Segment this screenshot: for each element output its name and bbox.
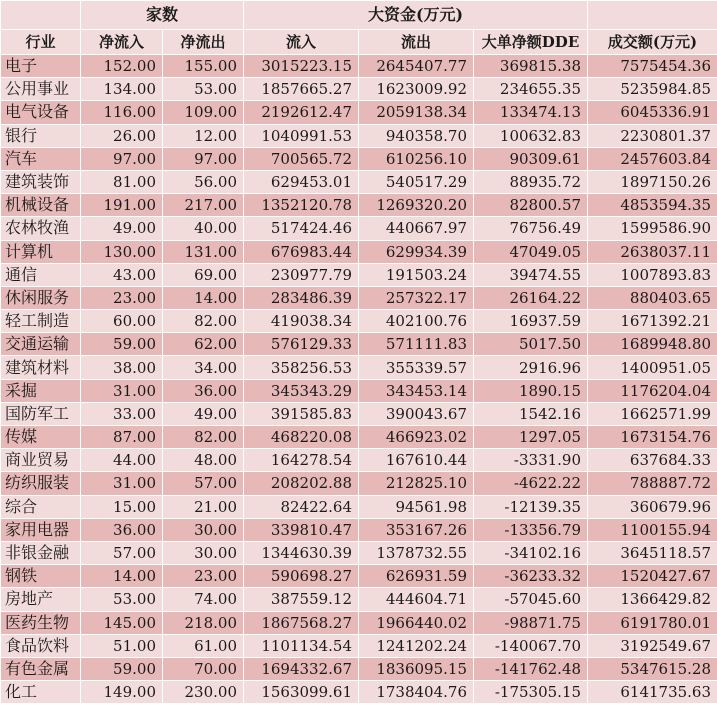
dde-cell: 100632.83 [474, 124, 588, 147]
outflow-cell: 1241202.24 [359, 634, 474, 657]
industry-cell: 纺织服装 [1, 472, 81, 495]
outflow-cell: 94561.98 [359, 495, 474, 518]
header-group-counts: 家数 [81, 1, 244, 30]
inflow-cell: 339810.47 [244, 518, 359, 541]
turnover-cell: 6045336.91 [588, 101, 717, 124]
net-in-cell: 53.00 [81, 588, 163, 611]
net-in-cell: 149.00 [81, 681, 163, 704]
col-header-industry: 行业 [1, 30, 81, 55]
turnover-cell: 1897150.26 [588, 170, 717, 193]
col-header-net-in: 净流入 [81, 30, 163, 55]
net-in-cell: 31.00 [81, 379, 163, 402]
net-in-cell: 134.00 [81, 78, 163, 101]
net-out-cell: 57.00 [163, 472, 244, 495]
inflow-cell: 2192612.47 [244, 101, 359, 124]
net-out-cell: 82.00 [163, 310, 244, 333]
net-out-cell: 14.00 [163, 286, 244, 309]
net-out-cell: 49.00 [163, 402, 244, 425]
outflow-cell: 940358.70 [359, 124, 474, 147]
industry-cell: 农林牧渔 [1, 217, 81, 240]
table-row [1, 541, 717, 564]
outflow-cell: 466923.02 [359, 426, 474, 449]
outflow-cell: 343453.14 [359, 379, 474, 402]
turnover-cell: 360679.96 [588, 495, 717, 518]
net-in-cell: 14.00 [81, 565, 163, 588]
industry-cell: 传媒 [1, 426, 81, 449]
turnover-cell: 5235984.85 [588, 78, 717, 101]
table-row [1, 611, 717, 634]
net-in-cell: 97.00 [81, 147, 163, 170]
net-in-cell: 38.00 [81, 356, 163, 379]
net-in-cell: 145.00 [81, 611, 163, 634]
outflow-cell: 440667.97 [359, 217, 474, 240]
table-row [1, 426, 717, 449]
industry-cell: 非银金融 [1, 541, 81, 564]
table-row [1, 194, 717, 217]
table-row [1, 78, 717, 101]
turnover-cell: 1520427.67 [588, 565, 717, 588]
net-out-cell: 155.00 [163, 55, 244, 78]
table-row [1, 286, 717, 309]
col-header-inflow: 流入 [244, 30, 359, 55]
net-out-cell: 56.00 [163, 170, 244, 193]
turnover-cell: 1176204.04 [588, 379, 717, 402]
inflow-cell: 391585.83 [244, 402, 359, 425]
dde-cell: 369815.38 [474, 55, 588, 78]
net-out-cell: 53.00 [163, 78, 244, 101]
dde-cell: 90309.61 [474, 147, 588, 170]
header-blank-2 [588, 1, 717, 30]
net-in-cell: 60.00 [81, 310, 163, 333]
dde-cell: -175305.15 [474, 681, 588, 704]
header-column-row [1, 30, 717, 55]
turnover-cell: 880403.65 [588, 286, 717, 309]
turnover-cell: 788887.72 [588, 472, 717, 495]
outflow-cell: 444604.71 [359, 588, 474, 611]
table-row [1, 263, 717, 286]
industry-cell: 建筑装饰 [1, 170, 81, 193]
inflow-cell: 1040991.53 [244, 124, 359, 147]
net-out-cell: 82.00 [163, 426, 244, 449]
header-group-row [1, 1, 717, 30]
table-row [1, 472, 717, 495]
net-out-cell: 69.00 [163, 263, 244, 286]
net-out-cell: 21.00 [163, 495, 244, 518]
header-blank [1, 1, 81, 30]
inflow-cell: 3015223.15 [244, 55, 359, 78]
turnover-cell: 1100155.94 [588, 518, 717, 541]
industry-cell: 医药生物 [1, 611, 81, 634]
industry-cell: 交通运输 [1, 333, 81, 356]
outflow-cell: 1269320.20 [359, 194, 474, 217]
net-in-cell: 51.00 [81, 634, 163, 657]
industry-cell: 商业贸易 [1, 449, 81, 472]
turnover-cell: 1007893.83 [588, 263, 717, 286]
inflow-cell: 700565.72 [244, 147, 359, 170]
table-row [1, 124, 717, 147]
inflow-cell: 576129.33 [244, 333, 359, 356]
industry-cell: 轻工制造 [1, 310, 81, 333]
turnover-cell: 1400951.05 [588, 356, 717, 379]
inflow-cell: 387559.12 [244, 588, 359, 611]
turnover-cell: 1673154.76 [588, 426, 717, 449]
industry-cell: 电子 [1, 55, 81, 78]
inflow-cell: 1344630.39 [244, 541, 359, 564]
industry-cell: 化工 [1, 681, 81, 704]
inflow-cell: 590698.27 [244, 565, 359, 588]
table-row [1, 170, 717, 193]
net-out-cell: 30.00 [163, 541, 244, 564]
table-row [1, 310, 717, 333]
dde-cell: -4622.22 [474, 472, 588, 495]
net-out-cell: 218.00 [163, 611, 244, 634]
outflow-cell: 402100.76 [359, 310, 474, 333]
col-header-dde: 大单净额DDE [474, 30, 588, 55]
net-in-cell: 43.00 [81, 263, 163, 286]
net-in-cell: 15.00 [81, 495, 163, 518]
col-header-turnover: 成交额(万元) [588, 30, 717, 55]
table-row [1, 333, 717, 356]
turnover-cell: 3192549.67 [588, 634, 717, 657]
industry-cell: 房地产 [1, 588, 81, 611]
inflow-cell: 1101134.54 [244, 634, 359, 657]
dde-cell: 76756.49 [474, 217, 588, 240]
turnover-cell: 3645118.57 [588, 541, 717, 564]
outflow-cell: 1836095.15 [359, 657, 474, 680]
outflow-cell: 2645407.77 [359, 55, 474, 78]
dde-cell: -140067.70 [474, 634, 588, 657]
table-row [1, 356, 717, 379]
dde-cell: 2916.96 [474, 356, 588, 379]
col-header-net-out: 净流出 [163, 30, 244, 55]
industry-cell: 建筑材料 [1, 356, 81, 379]
dde-cell: -57045.60 [474, 588, 588, 611]
turnover-cell: 1599586.90 [588, 217, 717, 240]
net-out-cell: 30.00 [163, 518, 244, 541]
table-row [1, 402, 717, 425]
turnover-cell: 1366429.82 [588, 588, 717, 611]
turnover-cell: 6191780.01 [588, 611, 717, 634]
table-row [1, 657, 717, 680]
net-in-cell: 36.00 [81, 518, 163, 541]
header-group-funds: 大资金(万元) [244, 1, 588, 30]
col-header-outflow: 流出 [359, 30, 474, 55]
turnover-cell: 2230801.37 [588, 124, 717, 147]
net-out-cell: 61.00 [163, 634, 244, 657]
industry-cell: 有色金属 [1, 657, 81, 680]
net-out-cell: 34.00 [163, 356, 244, 379]
turnover-cell: 5347615.28 [588, 657, 717, 680]
outflow-cell: 353167.26 [359, 518, 474, 541]
industry-cell: 汽车 [1, 147, 81, 170]
inflow-cell: 676983.44 [244, 240, 359, 263]
net-out-cell: 109.00 [163, 101, 244, 124]
industry-cell: 休闲服务 [1, 286, 81, 309]
outflow-cell: 390043.67 [359, 402, 474, 425]
inflow-cell: 419038.34 [244, 310, 359, 333]
turnover-cell: 1671392.21 [588, 310, 717, 333]
outflow-cell: 540517.29 [359, 170, 474, 193]
outflow-cell: 571111.83 [359, 333, 474, 356]
table-row [1, 681, 717, 704]
table-row [1, 147, 717, 170]
net-out-cell: 230.00 [163, 681, 244, 704]
turnover-cell: 7575454.36 [588, 55, 717, 78]
inflow-cell: 629453.01 [244, 170, 359, 193]
outflow-cell: 167610.44 [359, 449, 474, 472]
outflow-cell: 629934.39 [359, 240, 474, 263]
inflow-cell: 283486.39 [244, 286, 359, 309]
inflow-cell: 345343.29 [244, 379, 359, 402]
inflow-cell: 1563099.61 [244, 681, 359, 704]
turnover-cell: 2638037.11 [588, 240, 717, 263]
outflow-cell: 1738404.76 [359, 681, 474, 704]
dde-cell: -36233.32 [474, 565, 588, 588]
industry-cell: 钢铁 [1, 565, 81, 588]
net-out-cell: 131.00 [163, 240, 244, 263]
turnover-cell: 6141735.63 [588, 681, 717, 704]
table-row [1, 101, 717, 124]
dde-cell: 1297.05 [474, 426, 588, 449]
net-out-cell: 97.00 [163, 147, 244, 170]
net-in-cell: 23.00 [81, 286, 163, 309]
turnover-cell: 637684.33 [588, 449, 717, 472]
outflow-cell: 212825.10 [359, 472, 474, 495]
net-in-cell: 152.00 [81, 55, 163, 78]
dde-cell: 88935.72 [474, 170, 588, 193]
inflow-cell: 230977.79 [244, 263, 359, 286]
inflow-cell: 468220.08 [244, 426, 359, 449]
net-out-cell: 62.00 [163, 333, 244, 356]
net-out-cell: 70.00 [163, 657, 244, 680]
net-in-cell: 49.00 [81, 217, 163, 240]
net-in-cell: 130.00 [81, 240, 163, 263]
inflow-cell: 358256.53 [244, 356, 359, 379]
net-in-cell: 31.00 [81, 472, 163, 495]
table-row [1, 518, 717, 541]
industry-cell: 通信 [1, 263, 81, 286]
net-in-cell: 44.00 [81, 449, 163, 472]
industry-cell: 国防军工 [1, 402, 81, 425]
outflow-cell: 2059138.34 [359, 101, 474, 124]
table-row [1, 634, 717, 657]
outflow-cell: 191503.24 [359, 263, 474, 286]
table-row [1, 240, 717, 263]
table-row [1, 588, 717, 611]
inflow-cell: 1694332.67 [244, 657, 359, 680]
table-body [1, 55, 717, 704]
dde-cell: 82800.57 [474, 194, 588, 217]
dde-cell: 16937.59 [474, 310, 588, 333]
net-out-cell: 12.00 [163, 124, 244, 147]
net-out-cell: 74.00 [163, 588, 244, 611]
industry-cell: 机械设备 [1, 194, 81, 217]
turnover-cell: 1689948.80 [588, 333, 717, 356]
net-in-cell: 33.00 [81, 402, 163, 425]
net-in-cell: 59.00 [81, 333, 163, 356]
dde-cell: 133474.13 [474, 101, 588, 124]
table-row [1, 217, 717, 240]
outflow-cell: 1378732.55 [359, 541, 474, 564]
turnover-cell: 4853594.35 [588, 194, 717, 217]
dde-cell: 39474.55 [474, 263, 588, 286]
industry-cell: 公用事业 [1, 78, 81, 101]
turnover-cell: 1662571.99 [588, 402, 717, 425]
net-in-cell: 87.00 [81, 426, 163, 449]
turnover-cell: 2457603.84 [588, 147, 717, 170]
table-row [1, 379, 717, 402]
industry-cell: 家用电器 [1, 518, 81, 541]
table-row [1, 55, 717, 78]
net-out-cell: 217.00 [163, 194, 244, 217]
dde-cell: -3331.90 [474, 449, 588, 472]
inflow-cell: 164278.54 [244, 449, 359, 472]
inflow-cell: 1867568.27 [244, 611, 359, 634]
industry-cell: 食品饮料 [1, 634, 81, 657]
net-in-cell: 191.00 [81, 194, 163, 217]
net-in-cell: 57.00 [81, 541, 163, 564]
industry-cell: 银行 [1, 124, 81, 147]
dde-cell: 26164.22 [474, 286, 588, 309]
net-in-cell: 116.00 [81, 101, 163, 124]
industry-cell: 计算机 [1, 240, 81, 263]
dde-cell: 234655.35 [474, 78, 588, 101]
outflow-cell: 610256.10 [359, 147, 474, 170]
outflow-cell: 257322.17 [359, 286, 474, 309]
net-in-cell: 81.00 [81, 170, 163, 193]
dde-cell: -12139.35 [474, 495, 588, 518]
inflow-cell: 1352120.78 [244, 194, 359, 217]
industry-cell: 采掘 [1, 379, 81, 402]
net-out-cell: 36.00 [163, 379, 244, 402]
dde-cell: 47049.05 [474, 240, 588, 263]
net-out-cell: 23.00 [163, 565, 244, 588]
table-row [1, 449, 717, 472]
dde-cell: 1890.15 [474, 379, 588, 402]
dde-cell: 1542.16 [474, 402, 588, 425]
dde-cell: -13356.79 [474, 518, 588, 541]
inflow-cell: 1857665.27 [244, 78, 359, 101]
table-row [1, 565, 717, 588]
net-out-cell: 40.00 [163, 217, 244, 240]
net-out-cell: 48.00 [163, 449, 244, 472]
dde-cell: 5017.50 [474, 333, 588, 356]
dde-cell: -34102.16 [474, 541, 588, 564]
inflow-cell: 208202.88 [244, 472, 359, 495]
dde-cell: -98871.75 [474, 611, 588, 634]
outflow-cell: 355339.57 [359, 356, 474, 379]
industry-cell: 电气设备 [1, 101, 81, 124]
outflow-cell: 626931.59 [359, 565, 474, 588]
inflow-cell: 517424.46 [244, 217, 359, 240]
inflow-cell: 82422.64 [244, 495, 359, 518]
outflow-cell: 1623009.92 [359, 78, 474, 101]
table-row [1, 495, 717, 518]
industry-cell: 综合 [1, 495, 81, 518]
net-in-cell: 59.00 [81, 657, 163, 680]
net-in-cell: 26.00 [81, 124, 163, 147]
dde-cell: -141762.48 [474, 657, 588, 680]
outflow-cell: 1966440.02 [359, 611, 474, 634]
